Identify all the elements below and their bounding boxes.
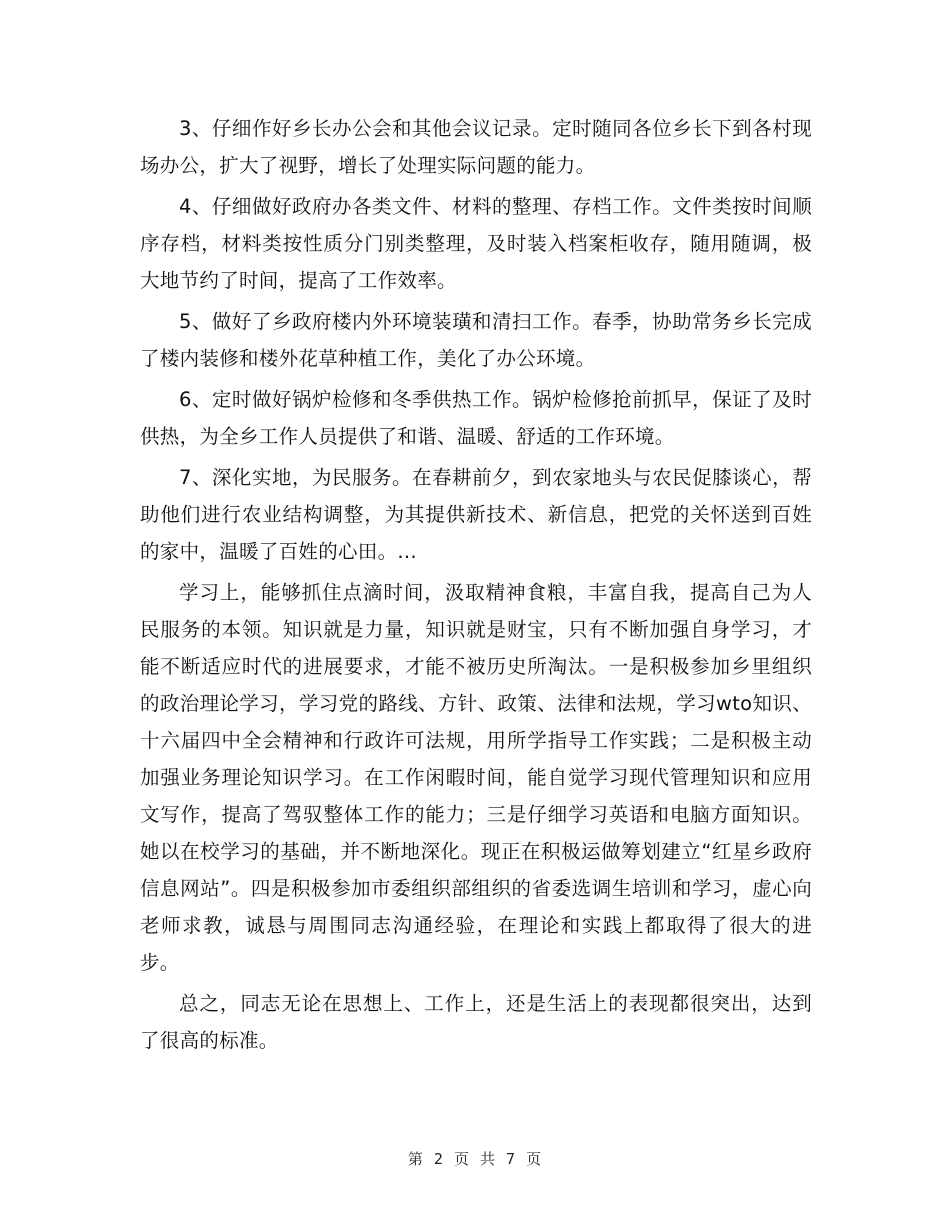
page-number: 第 2 页 共 7 页 [407,1150,543,1168]
paragraph-item-6: 6、定时做好锅炉检修和冬季供热工作。锅炉检修抢前抓早，保证了及时供热，为全乡工作人员提供了和谐、温暖、舒适的工作环境。 [140,388,812,448]
paragraph-item-3: 3、仔细作好乡长办公会和其他会议记录。定时随同各位乡长下到各村现场办公，扩大了视野，增长了处理实际问题的能力。 [140,117,812,177]
document-body [140,110,812,1063]
paragraph-study: 学习上，能够抓住点滴时间，汲取精神食粮，丰富自我，提高自己为人民服务的本领。知识就是力量，知识就是财宝，只有不断加强自身学习，才能不断适应时代的进展要求，才能不被历史所淘汰。一是积极参加乡里组织的政治理论学习，学习党的路线、方针、政策、法律和法规，学习wto知识、十六届四中全会精神和行政许可法规，用所学指导工作实践；二是积极主动加强业务理论知识学习。在工作闲暇时间，能自觉学习现代管理知识和应用文写作，提高了驾驭整体工作的能力；三是仔细学习英语和电脑方面知识。她以在校学习的基础，并不断地深化。现正在积极运做筹划建立“红星乡政府信息网站”。四是积极参加市委组织部组织的省委选调生培训和学习，虚心向老师求教，诚恳与周围同志沟通经验，在理论和实践上都取得了很大的进步。 [140,581,812,974]
paragraph-item-7: 7、深化实地，为民服务。在春耕前夕，到农家地头与农民促膝谈心，帮助他们进行农业结构调整，为其提供新技术、新信息，把党的关怀送到百姓的家中，温暖了百姓的心田。... [140,466,812,563]
paragraph-summary: 总之，同志无论在思想上、工作上，还是生活上的表现都很突出，达到了很高的标准。 [140,992,812,1052]
paragraph-item-4: 4、仔细做好政府办各类文件、材料的整理、存档工作。文件类按时间顺序存档，材料类按性质分门别类整理，及时装入档案柜收存，随用随调，极大地节约了时间，提高了工作效率。 [140,195,812,292]
paragraph-item-5: 5、做好了乡政府楼内外环境装璜和清扫工作。春季，协助常务乡长完成了楼内装修和楼外花草种植工作，美化了办公环境。 [140,310,812,370]
